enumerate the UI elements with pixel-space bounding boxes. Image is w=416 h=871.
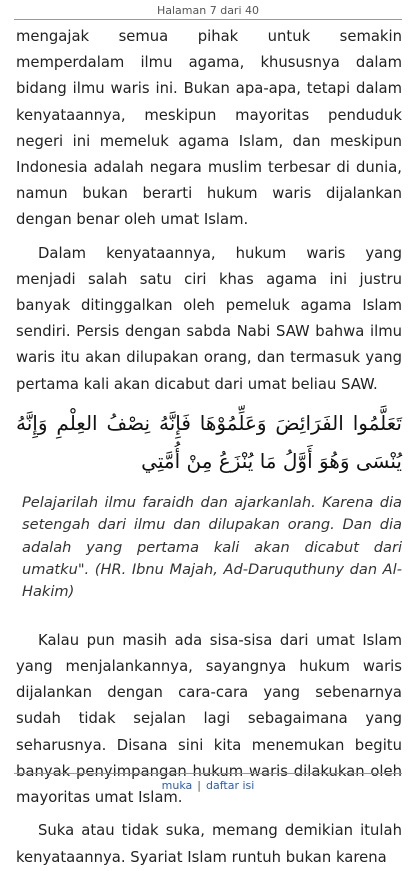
- footer-nav: [0, 779, 416, 792]
- header-divider: [14, 19, 402, 20]
- arabic-hadith: تَعَلَّمُوا الفَرَائِضَ وَعَلِّمُوْهَا فَإِنَّهُ نِصْفُ العِلْمِ وَإِنَّهُ يُنْسَى وَهُوَ أَوَّلُ مَا يُنْزَعُ مِنْ أُمَّتِي: [16, 410, 402, 473]
- paragraph-4: Suka atau tidak suka, memang demikian itulah kenyataannya. Syariat Islam runtuh bukan karena: [16, 822, 402, 866]
- paragraph-1: mengajak semua pihak untuk semakin memperdalam ilmu agama, khususnya dalam bidang ilmu waris ini. Bukan apa-apa, tetapi dalam kenyataannya, meskipun mayoritas penduduk negeri ini memeluk agama Islam, dan meskipun Indonesia adalah negara muslim terbesar di dunia, namun bukan berarti hukum waris dijalankan dengan benar oleh umat Islam.: [16, 28, 402, 229]
- link-muka[interactable]: muka: [161, 779, 193, 792]
- page-indicator: Halaman 7 dari 40: [156, 4, 260, 17]
- hadith-translation: Pelajarilah ilmu faraidh dan ajarkanlah. Karena dia setengah dari ilmu dan dilupakan orang. Dan dia adalah yang pertama kali akan dicabut dari umatku". (HR. Ibnu Majah, Ad-Daruquthuny dan Al-Hakim): [22, 493, 402, 601]
- footer-divider: [14, 773, 402, 774]
- page-content: [16, 24, 402, 871]
- paragraph-2: Dalam kenyataannya, hukum waris yang menjadi salah satu ciri khas agama ini justru banyak ditinggalkan oleh pemeluk agama Islam sendiri. Persis dengan sabda Nabi SAW bahwa ilmu waris itu akan dilupakan orang, dan termasuk yang pertama kali akan dicabut dari umat beliau SAW.: [16, 244, 402, 393]
- link-daftar-isi[interactable]: daftar isi: [206, 779, 255, 792]
- paragraph-3: Kalau pun masih ada sisa-sisa dari umat Islam yang menjalankannya, sayangnya hukum waris dijalankan dengan cara-cara yang sebenarnya sudah tidak sejalan lagi sebagaimana yang seharusnya. Disana sini kita menemukan begitu banyak penyimpangan hukum waris dilakukan oleh mayoritas umat Islam.: [16, 631, 402, 807]
- footer-separator: |: [197, 779, 201, 792]
